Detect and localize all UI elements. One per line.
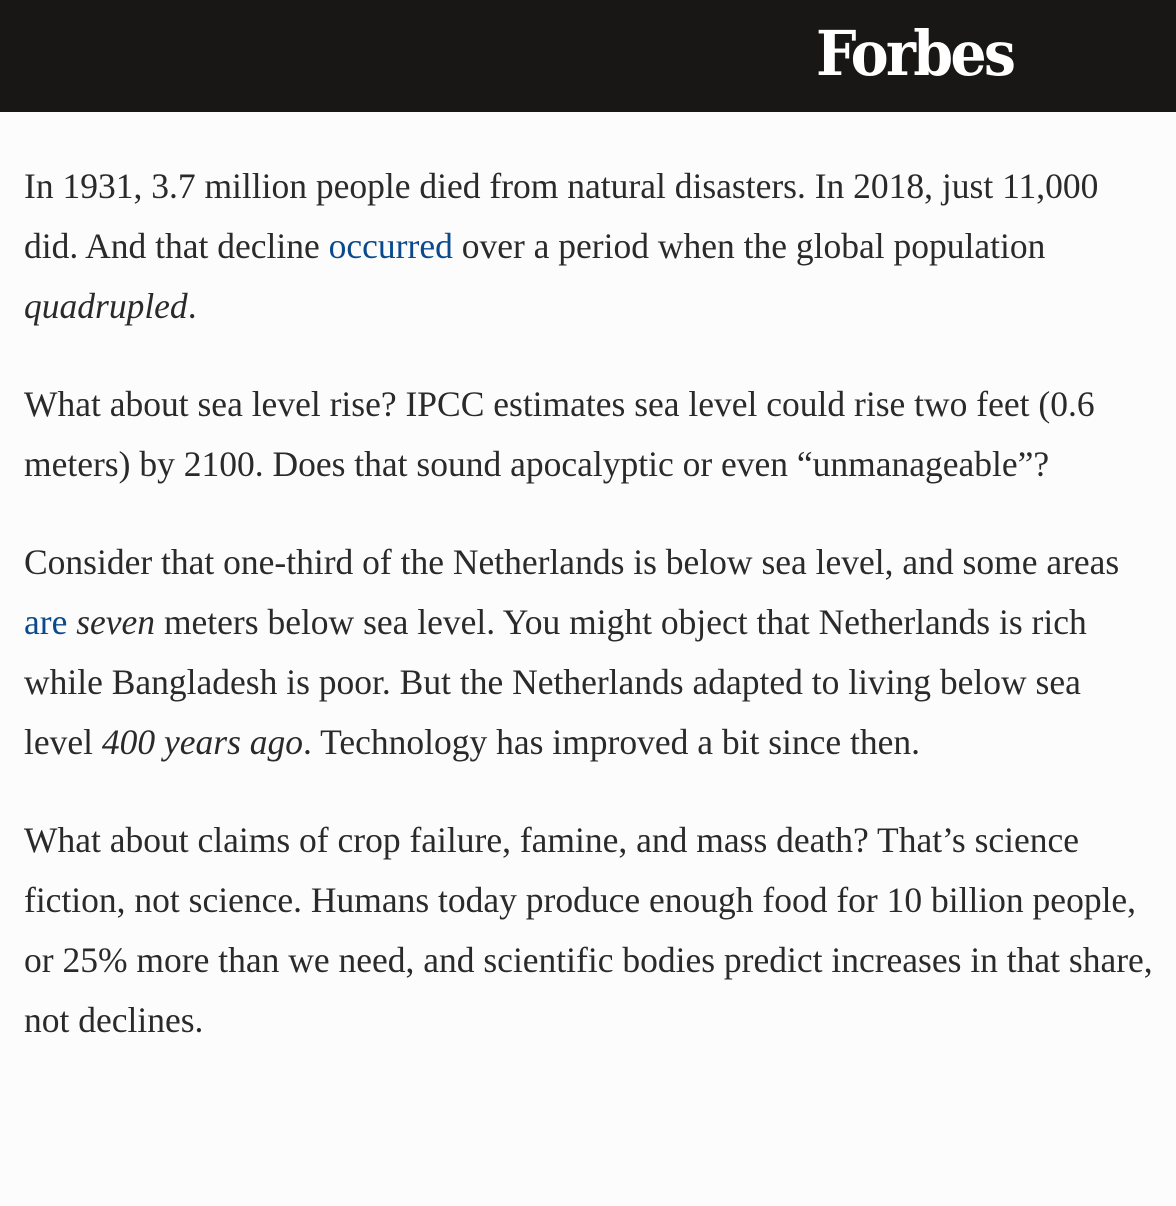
paragraph-text: over a period when the global population xyxy=(452,226,1046,266)
paragraph-natural-disasters xyxy=(24,156,1154,336)
paragraph-text: meters below sea level. You might object that Netherlands is rich while Bangladesh is poor. But the Netherlands adapted to living below sea level xyxy=(24,602,1087,762)
paragraph-text: . Technology has improved a bit since then. xyxy=(303,722,921,762)
paragraph-netherlands xyxy=(24,532,1154,772)
paragraph-text: Consider that one-third of the Netherlands is below sea level, and some areas xyxy=(24,542,1120,582)
paragraph-sea-level: What about sea level rise? IPCC estimates sea level could rise two feet (0.6 meters) by 2100. Does that sound apocalyptic or even “unmanageable”? xyxy=(24,384,1095,484)
paragraph-crop-failure: What about claims of crop failure, famine, and mass death? That’s science fiction, not science. Humans today produce enough food for 10 billion people, or 25% more than we need, and scientific bodies predict increases in that share, not declines. xyxy=(24,820,1153,1040)
paragraph-text: . xyxy=(187,286,197,326)
link-occurred[interactable]: occurred xyxy=(328,226,453,266)
link-are[interactable]: are xyxy=(24,602,68,642)
emphasis-seven: seven xyxy=(76,602,156,642)
paragraph-text: In 1931, 3.7 million people died from natural disasters. In 2018, just 11,000 did. And that decline xyxy=(24,166,1099,266)
paragraph-text xyxy=(67,602,76,642)
emphasis-quadrupled: quadrupled xyxy=(24,286,188,326)
emphasis-400-years-ago: 400 years ago xyxy=(101,722,304,762)
forbes-logo[interactable]: Forbes xyxy=(816,17,1014,90)
site-header xyxy=(0,0,1176,112)
article-body xyxy=(24,156,1154,1088)
